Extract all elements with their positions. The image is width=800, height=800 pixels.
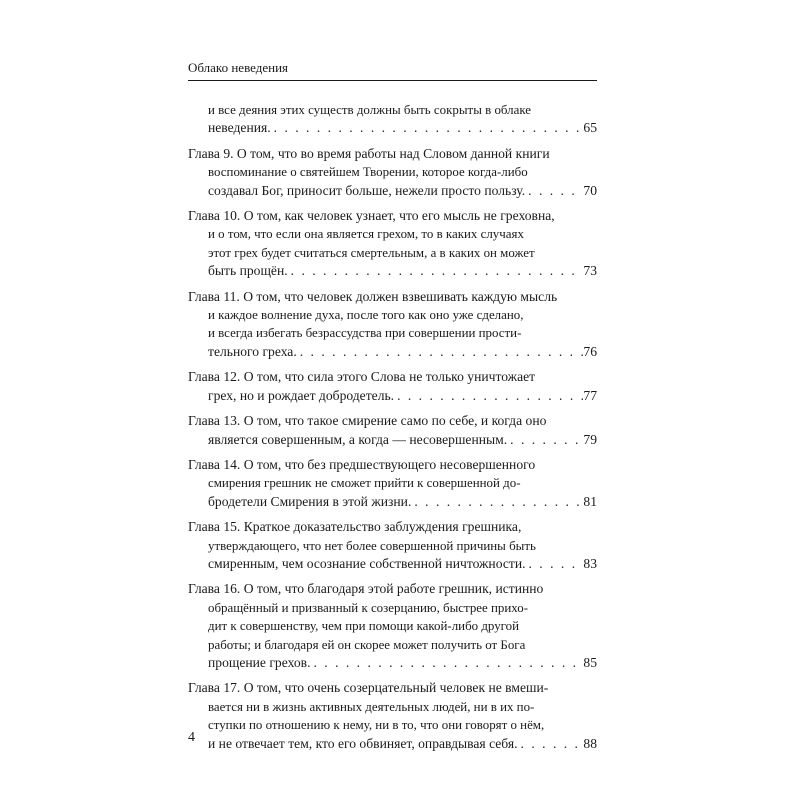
- toc-entry-line: смирения грешник не сможет прийти к совершенной до-: [208, 475, 521, 491]
- toc-entry-line: утверждающего, что нет более совершенной причины быть: [208, 537, 536, 553]
- header-rule: [188, 80, 597, 81]
- toc-entry[interactable]: [188, 368, 597, 405]
- toc-entry-line: Глава 16. О том, что благодаря этой работе грешник, истинно: [188, 581, 544, 597]
- leader-dots: [310, 654, 583, 672]
- toc-entry[interactable]: [188, 288, 597, 362]
- toc-entry[interactable]: [188, 207, 597, 281]
- leader-dots: [518, 735, 584, 753]
- toc-entry-last-line: [188, 262, 597, 280]
- toc-entry-line: этот грех будет считаться смертельным, а в каких он может: [208, 244, 535, 260]
- toc-entry-text: тельного греха.: [208, 343, 297, 359]
- leader-dots: [525, 182, 583, 200]
- toc-entry-line: вается ни в жизнь активных деятельных людей, ни в их по-: [208, 698, 535, 714]
- toc-page-number: 88: [583, 735, 597, 751]
- toc-entry-text: грех, но и рождает добродетель.: [208, 387, 395, 403]
- toc-entry-last-line: [188, 493, 597, 511]
- toc-page-number: 81: [583, 493, 597, 509]
- toc-page-number: 70: [583, 182, 597, 198]
- toc-entry-text: создавал Бог, приносит больше, нежели просто пользу.: [208, 182, 526, 198]
- toc-entry[interactable]: [188, 101, 597, 138]
- toc-entry-text: и не отвечает тем, кто его обвиняет, оправдывая себя.: [208, 735, 518, 751]
- toc-entry-line: дит к совершенству, чем при помощи какой-либо другой: [208, 618, 520, 634]
- leader-dots: [297, 343, 584, 361]
- toc-entry-line: и каждое волнение духа, после того как оно уже сделано,: [208, 307, 524, 323]
- toc-entry[interactable]: [188, 456, 597, 511]
- toc-entry-line: обращённый и призванный к созерцанию, быстрее прихо-: [208, 599, 529, 615]
- toc-entry-last-line: [188, 119, 597, 137]
- toc-entry-text: является совершенным, а когда — несовершенным.: [208, 431, 508, 447]
- toc-entry[interactable]: [188, 145, 597, 200]
- toc-entry-text: смиренным, чем осознание собственной ничтожности.: [208, 555, 526, 571]
- toc-entry-line: Глава 17. О том, что очень созерцательный человек не вмеши-: [188, 680, 549, 696]
- leader-dots: [288, 262, 584, 280]
- toc-entry-line: и о том, что если она является грехом, то в каких случаях: [208, 226, 524, 242]
- toc-entry-line: ступки по отношению к нему, ни в то, что они говорят о нём,: [208, 717, 545, 733]
- toc-entry[interactable]: [188, 679, 597, 753]
- toc-entry-last-line: [188, 387, 597, 405]
- toc-page-number: 85: [583, 654, 597, 670]
- toc-entry-line: Глава 14. О том, что без предшествующего несовершенного: [188, 456, 536, 472]
- toc-entry[interactable]: [188, 580, 597, 672]
- toc-entry-line: Глава 10. О том, как человек узнает, что его мысль не греховна,: [188, 208, 555, 224]
- leader-dots: [507, 431, 583, 449]
- toc-entry[interactable]: [188, 518, 597, 573]
- toc-entry-line: Глава 12. О том, что сила этого Слова не только уничтожает: [188, 369, 536, 385]
- toc-page-number: 76: [583, 343, 597, 359]
- toc-entry-line: и всегда избегать безрассудства при совершении прости-: [208, 325, 522, 341]
- toc-page-number: 83: [583, 555, 597, 571]
- table-of-contents: [188, 101, 597, 760]
- running-head: Облако неведения: [188, 60, 289, 75]
- leader-dots: [411, 493, 583, 511]
- toc-entry-line: воспоминание о святейшем Творении, которое когда-либо: [208, 164, 528, 180]
- toc-page-number: 79: [583, 431, 597, 447]
- toc-page-number: 65: [583, 120, 597, 136]
- toc-entry-line: и все деяния этих существ должны быть сокрыты в облаке: [208, 102, 532, 117]
- leader-dots: [271, 119, 584, 137]
- toc-entry-last-line: [188, 182, 597, 200]
- toc-page-number: 77: [583, 387, 597, 403]
- toc-entry[interactable]: [188, 412, 597, 449]
- leader-dots: [394, 387, 583, 405]
- toc-entry-line: Глава 9. О том, что во время работы над Словом данной книги: [188, 145, 550, 161]
- toc-entry-line: работы; и благодаря ей он скорее может получить от Бога: [208, 636, 526, 652]
- toc-entry-last-line: [188, 555, 597, 573]
- toc-entry-line: Глава 11. О том, что человек должен взвешивать каждую мысль: [188, 288, 558, 304]
- toc-entry-text: прощение грехов.: [208, 654, 311, 670]
- toc-entry-last-line: [188, 431, 597, 449]
- toc-entry-text: бродетели Смирения в этой жизни.: [208, 493, 412, 509]
- toc-entry-line: Глава 15. Краткое доказательство заблуждения грешника,: [188, 519, 522, 535]
- toc-entry-text: неведения.: [208, 120, 271, 136]
- toc-entry-last-line: [188, 654, 597, 672]
- page-number: 4: [188, 730, 195, 745]
- toc-entry-last-line: [188, 343, 597, 361]
- toc-entry-text: быть прощён.: [208, 263, 288, 279]
- toc-entry-last-line: [188, 735, 597, 753]
- leader-dots: [526, 555, 584, 573]
- toc-page-number: 73: [583, 263, 597, 279]
- toc-entry-line: Глава 13. О том, что такое смирение само по себе, и когда оно: [188, 413, 547, 429]
